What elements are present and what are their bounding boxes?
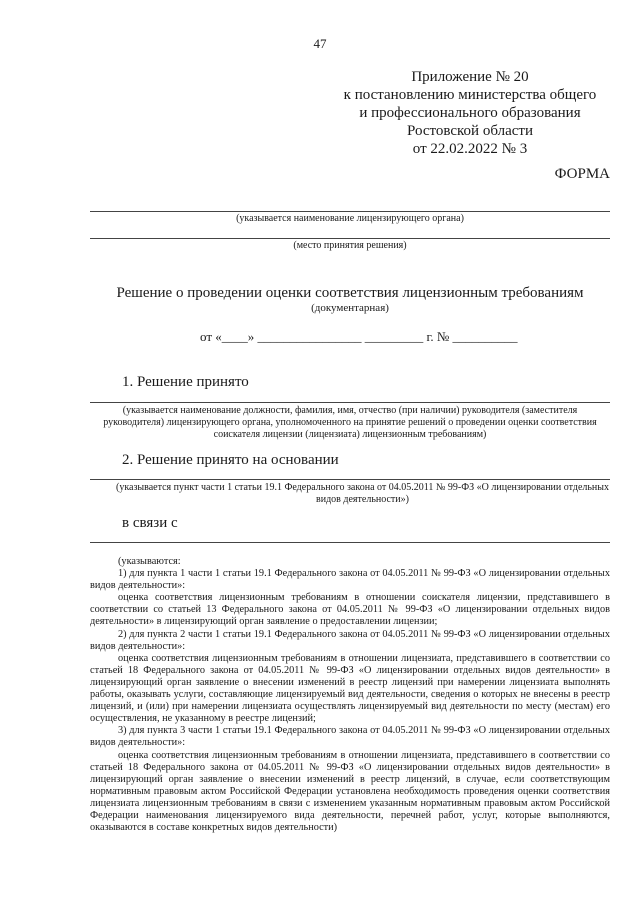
appendix-block xyxy=(330,68,610,158)
place-hint: (место принятия решения) xyxy=(293,240,407,251)
section-2-hint: (указывается пункт части 1 статьи 19.1 Федерального закона от 04.05.2011 № 99-ФЗ «О лицензировании отдельных видов деятельности») xyxy=(116,482,609,505)
document-title: Решение о проведении оценки соответствия лицензионным требованиям xyxy=(116,285,584,301)
appendix-line-1: Приложение № 20 xyxy=(411,69,529,85)
section-2-line xyxy=(90,479,610,480)
section-3-heading: в связи с xyxy=(122,515,178,531)
authority-hint: (указывается наименование лицензирующего органа) xyxy=(236,213,464,224)
body-paragraph-2: оценка соответствия лицензионным требованиям в отношении соискателя лицензии, представившего в соответствии со статьей 13 Федерального закона от 04.05.2011 № 99-ФЗ «О лицензировании отдельных видов деятельности» в лицензирующий орган заявление о предоставлении лицензии; xyxy=(90,592,610,628)
appendix-line-5: от 22.02.2022 № 3 xyxy=(412,141,528,157)
body-paragraph-6: оценка соответствия лицензионным требованиям в отношении лицензиата, представившего в соответствии со статьей 18 Федерального закона от 04.05.2011 № 99-ФЗ «О лицензировании отдельных видов деятельности» в лицензирующий орган заявление о внесении изменений в реестр лицензий, в случае, если соответствующим нормативным правовым актом Российской Федерации установлена необходимость проведения оценки соответствия лицензиата лицензионным требованиям в связи с изменением указанным нормативным правовым актом Российской Федерации наименования лицензируемого вида деятельности, перечней работ, услуг, которые выполняются, оказываются в составе конкретных видов деятельности) xyxy=(90,749,610,834)
page-number: 47 xyxy=(313,36,327,51)
body-paragraph-3: 2) для пункта 2 части 1 статьи 19.1 Федерального закона от 04.05.2011 № 99-ФЗ «О лицензировании отдельных видов деятельности»: xyxy=(90,628,610,652)
section-1-heading: 1. Решение принято xyxy=(122,374,249,390)
body-paragraph-5: 3) для пункта 3 части 1 статьи 19.1 Федерального закона от 04.05.2011 № 99-ФЗ «О лицензировании отдельных видов деятельности»: xyxy=(90,725,610,749)
body-paragraph-0: (указываются: xyxy=(118,556,181,567)
forma-label: ФОРМА xyxy=(554,166,610,182)
authority-line xyxy=(90,211,610,212)
date-number-line: от «____» ________________ _________ г. № __________ xyxy=(200,329,518,344)
document-subtitle: (документарная) xyxy=(311,302,389,314)
section-1-line xyxy=(90,402,610,403)
place-line xyxy=(90,238,610,239)
section-1-hint: (указывается наименование должности, фамилия, имя, отчество (при наличии) руководителя (заместителя руководителя) лицензирующего органа, уполномоченного на принятие решений о проведении оценки соответствия соискателя лицензии (лицензиата) лицензионным требованиям) xyxy=(103,405,597,440)
appendix-line-4: Ростовской области xyxy=(407,123,533,139)
explanation-body xyxy=(90,556,610,834)
section-3-line xyxy=(90,542,610,543)
section-2-heading: 2. Решение принято на основании xyxy=(122,452,339,468)
appendix-line-3: и профессионального образования xyxy=(359,105,581,121)
appendix-line-2: к постановлению министерства общего xyxy=(343,87,597,103)
body-paragraph-4: оценка соответствия лицензионным требованиям в отношении лицензиата, представившего в соответствии со статьей 18 Федерального закона от 04.05.2011 № 99-ФЗ «О лицензировании отдельных видов деятельности» в лицензирующий орган заявление о внесении изменений в реестр лицензий при намерении лицензиата выполнять работы, оказывать услуги, составляющие лицензируемый вид деятельности, сведения о которых не внесены в реестр лицензий, и (или) при намерении лицензиата осуществлять лицензируемый вид деятельности по месту (местам) его осуществления, не указанному в реестре лицензий; xyxy=(90,652,610,725)
body-paragraph-1: 1) для пункта 1 части 1 статьи 19.1 Федерального закона от 04.05.2011 № 99-ФЗ «О лицензировании отдельных видов деятельности»: xyxy=(90,568,610,592)
